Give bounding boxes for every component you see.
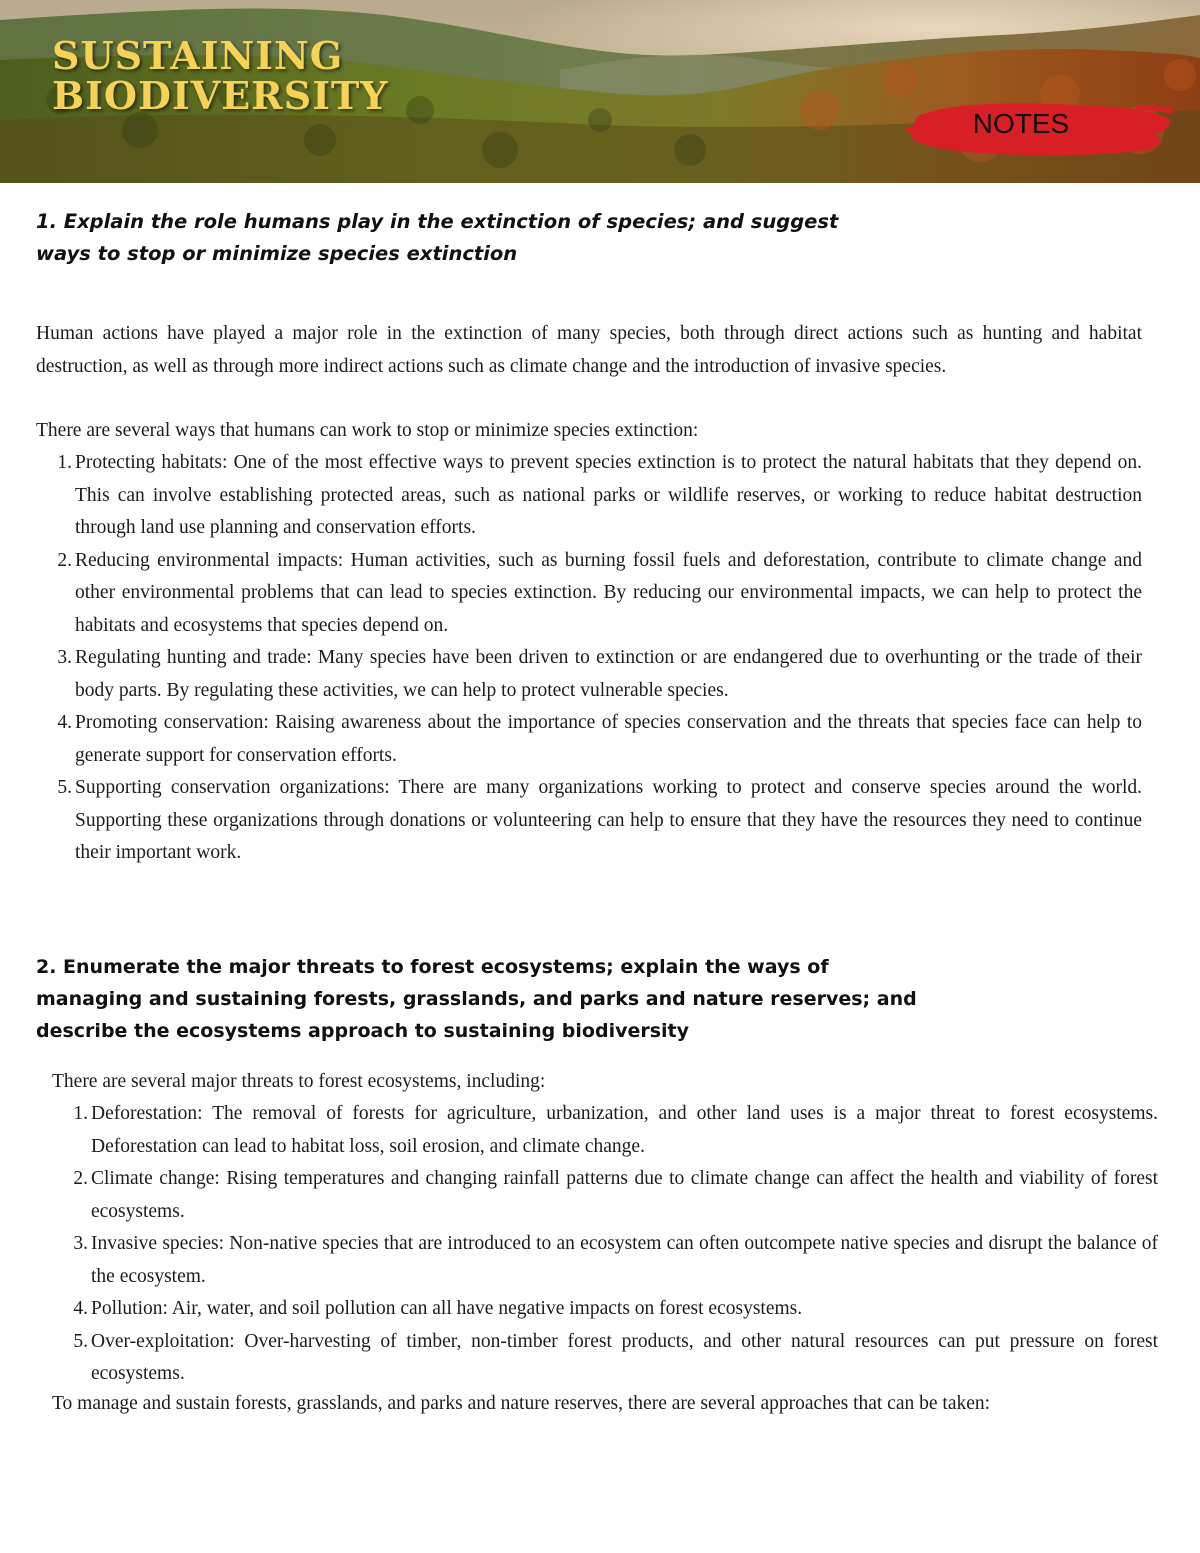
list-item — [52, 1098, 1158, 1163]
list-item-text: Supporting conservation organizations: There are many organizations working to protect and conserve species around the world. Supporting these organizations through donations or volunteering can help to ensure that they have the resources they need to continue their important work. — [75, 777, 1142, 863]
section-1-list-intro: There are several ways that humans can work to stop or minimize species extinction: — [36, 420, 699, 441]
list-item-text: Pollution: Air, water, and soil pollution can all have negative impacts on forest ecosystems. — [91, 1298, 803, 1319]
heading-line: ways to stop or minimize species extinction — [36, 242, 518, 265]
heading-line: managing and sustaining forests, grasslands, and parks and nature reserves; and — [36, 988, 917, 1010]
notes-badge — [906, 98, 1176, 158]
list-item-text: Deforestation: The removal of forests for agriculture, urbanization, and other land uses is a major threat to forest ecosystems. Deforestation can lead to habitat loss, soil erosion, and climate change. — [91, 1103, 1158, 1157]
list-number: 1. — [73, 1103, 88, 1124]
list-number: 3. — [57, 647, 72, 668]
section-2-heading — [36, 951, 917, 1047]
title-line: BIODIVERSITY — [52, 73, 389, 118]
list-item — [52, 1293, 1158, 1326]
section-1-list — [36, 447, 1142, 870]
list-item-text: Regulating hunting and trade: Many species have been driven to extinction or are endangered due to overhunting or the trade of their body parts. By regulating these activities, we can help to protect vulnerable species. — [75, 647, 1142, 701]
list-item — [36, 707, 1142, 772]
list-item — [52, 1326, 1158, 1391]
title-line: SUSTAINING — [52, 33, 344, 78]
list-item-text: Climate change: Rising temperatures and changing rainfall patterns due to climate change can affect the health and viability of forest ecosystems. — [91, 1168, 1158, 1222]
heading-line: 2. Enumerate the major threats to forest ecosystems; explain the ways of — [36, 956, 829, 978]
section-2-list-intro: There are several major threats to forest ecosystems, including: — [52, 1071, 546, 1092]
section-1-heading — [36, 206, 838, 270]
list-number: 4. — [73, 1298, 88, 1319]
list-number: 2. — [73, 1168, 88, 1189]
list-item-text: Protecting habitats: One of the most effective ways to prevent species extinction is to protect the natural habitats that they depend on. This can involve establishing protected areas, such as national parks or wildlife reserves, or working to reduce habitat destruction through land use planning and conservation efforts. — [75, 452, 1142, 538]
section-1-intro: Human actions have played a major role in the extinction of many species, both through direct actions such as hunting and habitat destruction, as well as through more indirect actions such as climate change and the introduction of invasive species. — [36, 323, 1142, 377]
list-item-text: Invasive species: Non-native species that are introduced to an ecosystem can often outcompete native species and disrupt the balance of the ecosystem. — [91, 1233, 1158, 1287]
list-number: 5. — [57, 777, 72, 798]
list-item-text: Reducing environmental impacts: Human activities, such as burning fossil fuels and deforestation, contribute to climate change and other environmental problems that can lead to species extinction. By reducing our environmental impacts, we can help to protect the habitats and ecosystems that species depend on. — [75, 549, 1142, 636]
list-item — [52, 1228, 1158, 1293]
list-item — [36, 545, 1142, 643]
section-2-list — [52, 1098, 1158, 1391]
section-2-closing: To manage and sustain forests, grasslands, and parks and nature reserves, there are several approaches that can be taken: — [52, 1393, 991, 1414]
list-number: 3. — [73, 1233, 88, 1254]
notes-label: NOTES — [972, 108, 1070, 139]
list-item — [36, 642, 1142, 707]
header-banner — [0, 0, 1200, 183]
list-number: 2. — [57, 549, 72, 571]
heading-line: 1. Explain the role humans play in the extinction of species; and suggest — [36, 210, 839, 233]
heading-line: describe the ecosystems approach to sustaining biodiversity — [36, 1020, 690, 1042]
list-number: 1. — [57, 452, 72, 473]
list-item — [36, 447, 1142, 545]
list-number: 5. — [73, 1330, 88, 1352]
list-item — [52, 1163, 1158, 1228]
list-item-text: Over-exploitation: Over-harvesting of timber, non-timber forest products, and other natural resources can put pressure on forest ecosystems. — [91, 1330, 1158, 1384]
list-item-text: Promoting conservation: Raising awareness about the importance of species conservation and the threats that species face can help to generate support for conservation efforts. — [75, 712, 1142, 766]
list-number: 4. — [57, 712, 72, 733]
list-item — [36, 772, 1142, 870]
page-title — [52, 33, 389, 118]
